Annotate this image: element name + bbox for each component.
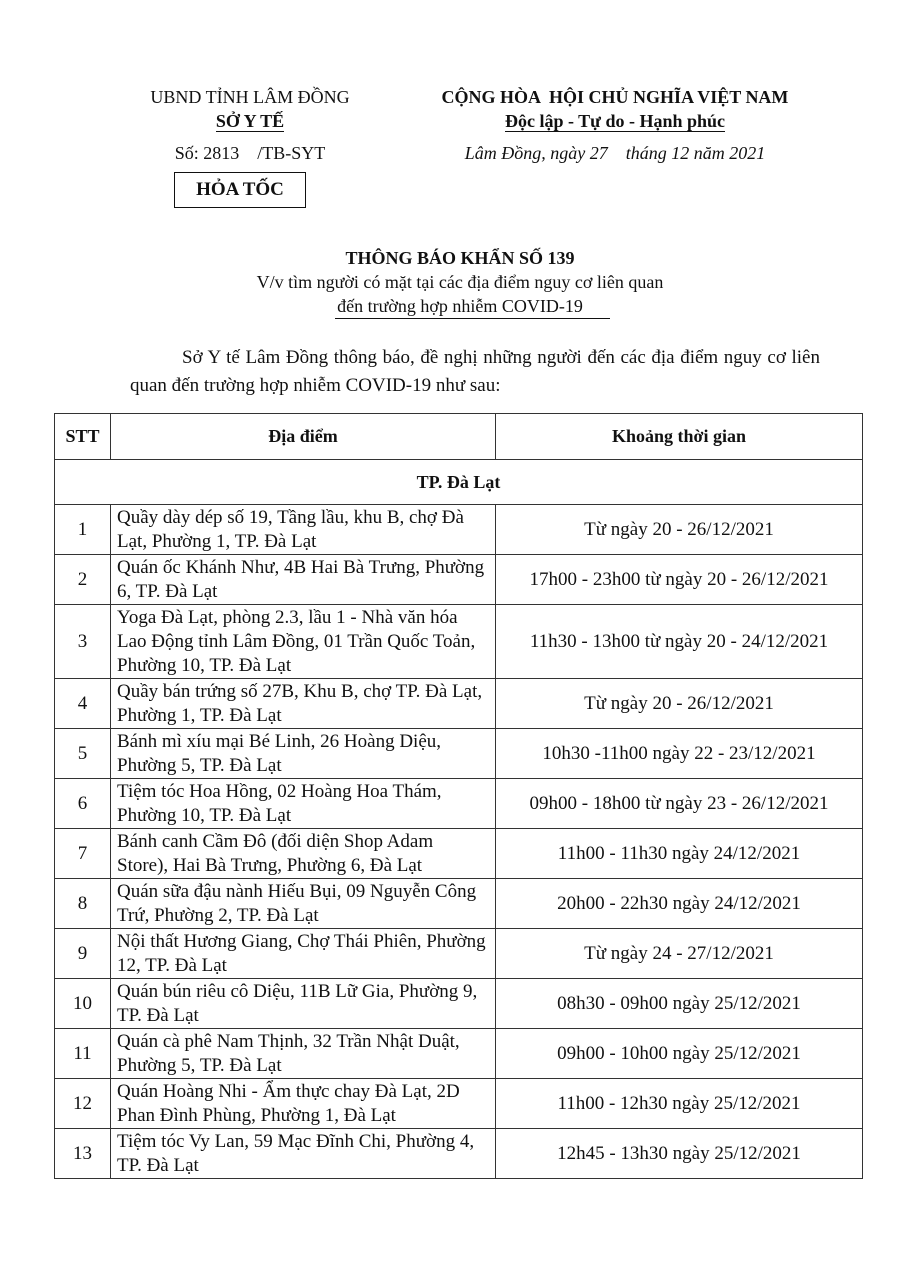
- row-stt: 4: [55, 679, 111, 729]
- row-time: 12h45 - 13h30 ngày 25/12/2021: [496, 1129, 863, 1179]
- row-place: Bánh mì xíu mại Bé Linh, 26 Hoàng Diệu, Phường 5, TP. Đà Lạt: [111, 729, 496, 779]
- row-place: Quán bún riêu cô Diệu, 11B Lữ Gia, Phường 9, TP. Đà Lạt: [111, 979, 496, 1029]
- row-place: Bánh canh Cầm Đô (đối diện Shop Adam Store), Hai Bà Trưng, Phường 6, Đà Lạt: [111, 829, 496, 879]
- row-time: Từ ngày 20 - 26/12/2021: [496, 505, 863, 555]
- header-time: Khoảng thời gian: [496, 414, 863, 460]
- row-place: Tiệm tóc Hoa Hồng, 02 Hoàng Hoa Thám, Phường 10, TP. Đà Lạt: [111, 779, 496, 829]
- row-stt: 8: [55, 879, 111, 929]
- row-stt: 11: [55, 1029, 111, 1079]
- table-row: [55, 605, 863, 679]
- title-divider: [335, 318, 610, 319]
- row-place: Nội thất Hương Giang, Chợ Thái Phiên, Phường 12, TP. Đà Lạt: [111, 929, 496, 979]
- row-place: Tiệm tóc Vy Lan, 59 Mạc Đĩnh Chi, Phường 4, TP. Đà Lạt: [111, 1129, 496, 1179]
- row-place: Quán Hoàng Nhi - Ẩm thực chay Đà Lạt, 2D Phan Đình Phùng, Phường 1, Đà Lạt: [111, 1079, 496, 1129]
- issuer-header: [120, 85, 380, 165]
- notice-title-block: [200, 246, 720, 318]
- row-time: 11h00 - 12h30 ngày 25/12/2021: [496, 1079, 863, 1129]
- table-row: [55, 1029, 863, 1079]
- table-row: [55, 779, 863, 829]
- row-place: Yoga Đà Lạt, phòng 2.3, lầu 1 - Nhà văn hóa Lao Động tỉnh Lâm Đồng, 01 Trần Quốc Toản, Phường 10, TP. Đà Lạt: [111, 605, 496, 679]
- table-row: [55, 929, 863, 979]
- row-time: Từ ngày 20 - 26/12/2021: [496, 679, 863, 729]
- urgent-stamp: HỎA TỐC: [174, 172, 306, 208]
- row-stt: 9: [55, 929, 111, 979]
- row-time: 11h30 - 13h00 từ ngày 20 - 24/12/2021: [496, 605, 863, 679]
- row-time: 09h00 - 10h00 ngày 25/12/2021: [496, 1029, 863, 1079]
- table-row: [55, 505, 863, 555]
- table-row: [55, 879, 863, 929]
- row-time: 10h30 -11h00 ngày 22 - 23/12/2021: [496, 729, 863, 779]
- table-row: [55, 679, 863, 729]
- row-stt: 2: [55, 555, 111, 605]
- issue-date: Lâm Đồng, ngày 27 tháng 12 năm 2021: [464, 143, 766, 163]
- row-place: Quán ốc Khánh Như, 4B Hai Bà Trưng, Phường 6, TP. Đà Lạt: [111, 555, 496, 605]
- row-stt: 7: [55, 829, 111, 879]
- row-time: Từ ngày 24 - 27/12/2021: [496, 929, 863, 979]
- national-header: [395, 85, 835, 165]
- row-place: Quầy dày dép số 19, Tầng lầu, khu B, chợ Đà Lạt, Phường 1, TP. Đà Lạt: [111, 505, 496, 555]
- row-stt: 12: [55, 1079, 111, 1129]
- section-row: [55, 460, 863, 505]
- row-stt: 10: [55, 979, 111, 1029]
- notice-subject-line-1: V/v tìm người có mặt tại các địa điểm nguy cơ liên quan: [256, 272, 664, 292]
- intro-paragraph: [130, 344, 820, 400]
- country-name: CỘNG HÒA HỘI CHỦ NGHĨA VIỆT NAM: [441, 87, 789, 107]
- row-time: 20h00 - 22h30 ngày 24/12/2021: [496, 879, 863, 929]
- row-place: Quán cà phê Nam Thịnh, 32 Trần Nhật Duật, Phường 5, TP. Đà Lạt: [111, 1029, 496, 1079]
- national-motto: Độc lập - Tự do - Hạnh phúc: [504, 111, 726, 131]
- agency-name: UBND TỈNH LÂM ĐỒNG: [150, 87, 350, 107]
- row-time: 11h00 - 11h30 ngày 24/12/2021: [496, 829, 863, 879]
- row-stt: 5: [55, 729, 111, 779]
- table-header-row: [55, 414, 863, 460]
- department-name: SỞ Y TẾ: [215, 111, 285, 131]
- table-row: [55, 1129, 863, 1179]
- document-number: Số: 2813 /TB-SYT: [174, 143, 326, 163]
- intro-text: Sở Y tế Lâm Đồng thông báo, đề nghị những người đến các địa điểm nguy cơ liên quan đến trường hợp nhiễm COVID-19 như sau:: [130, 347, 820, 396]
- notice-title: THÔNG BÁO KHẨN SỐ 139: [345, 248, 575, 268]
- notice-subject-line-2: đến trường hợp nhiễm COVID-19: [337, 296, 583, 316]
- table-row: [55, 555, 863, 605]
- table-row: [55, 729, 863, 779]
- row-stt: 6: [55, 779, 111, 829]
- row-place: Quầy bán trứng số 27B, Khu B, chợ TP. Đà Lạt, Phường 1, TP. Đà Lạt: [111, 679, 496, 729]
- section-label: TP. Đà Lạt: [55, 460, 863, 505]
- table-row: [55, 1079, 863, 1129]
- table-row: [55, 979, 863, 1029]
- row-stt: 1: [55, 505, 111, 555]
- row-place: Quán sữa đậu nành Hiếu Bụi, 09 Nguyễn Công Trứ, Phường 2, TP. Đà Lạt: [111, 879, 496, 929]
- risk-locations-table: [54, 413, 863, 1179]
- row-time: 17h00 - 23h00 từ ngày 20 - 26/12/2021: [496, 555, 863, 605]
- row-stt: 3: [55, 605, 111, 679]
- row-time: 09h00 - 18h00 từ ngày 23 - 26/12/2021: [496, 779, 863, 829]
- row-stt: 13: [55, 1129, 111, 1179]
- table-row: [55, 829, 863, 879]
- header-stt: STT: [55, 414, 111, 460]
- header-place: Địa điểm: [111, 414, 496, 460]
- row-time: 08h30 - 09h00 ngày 25/12/2021: [496, 979, 863, 1029]
